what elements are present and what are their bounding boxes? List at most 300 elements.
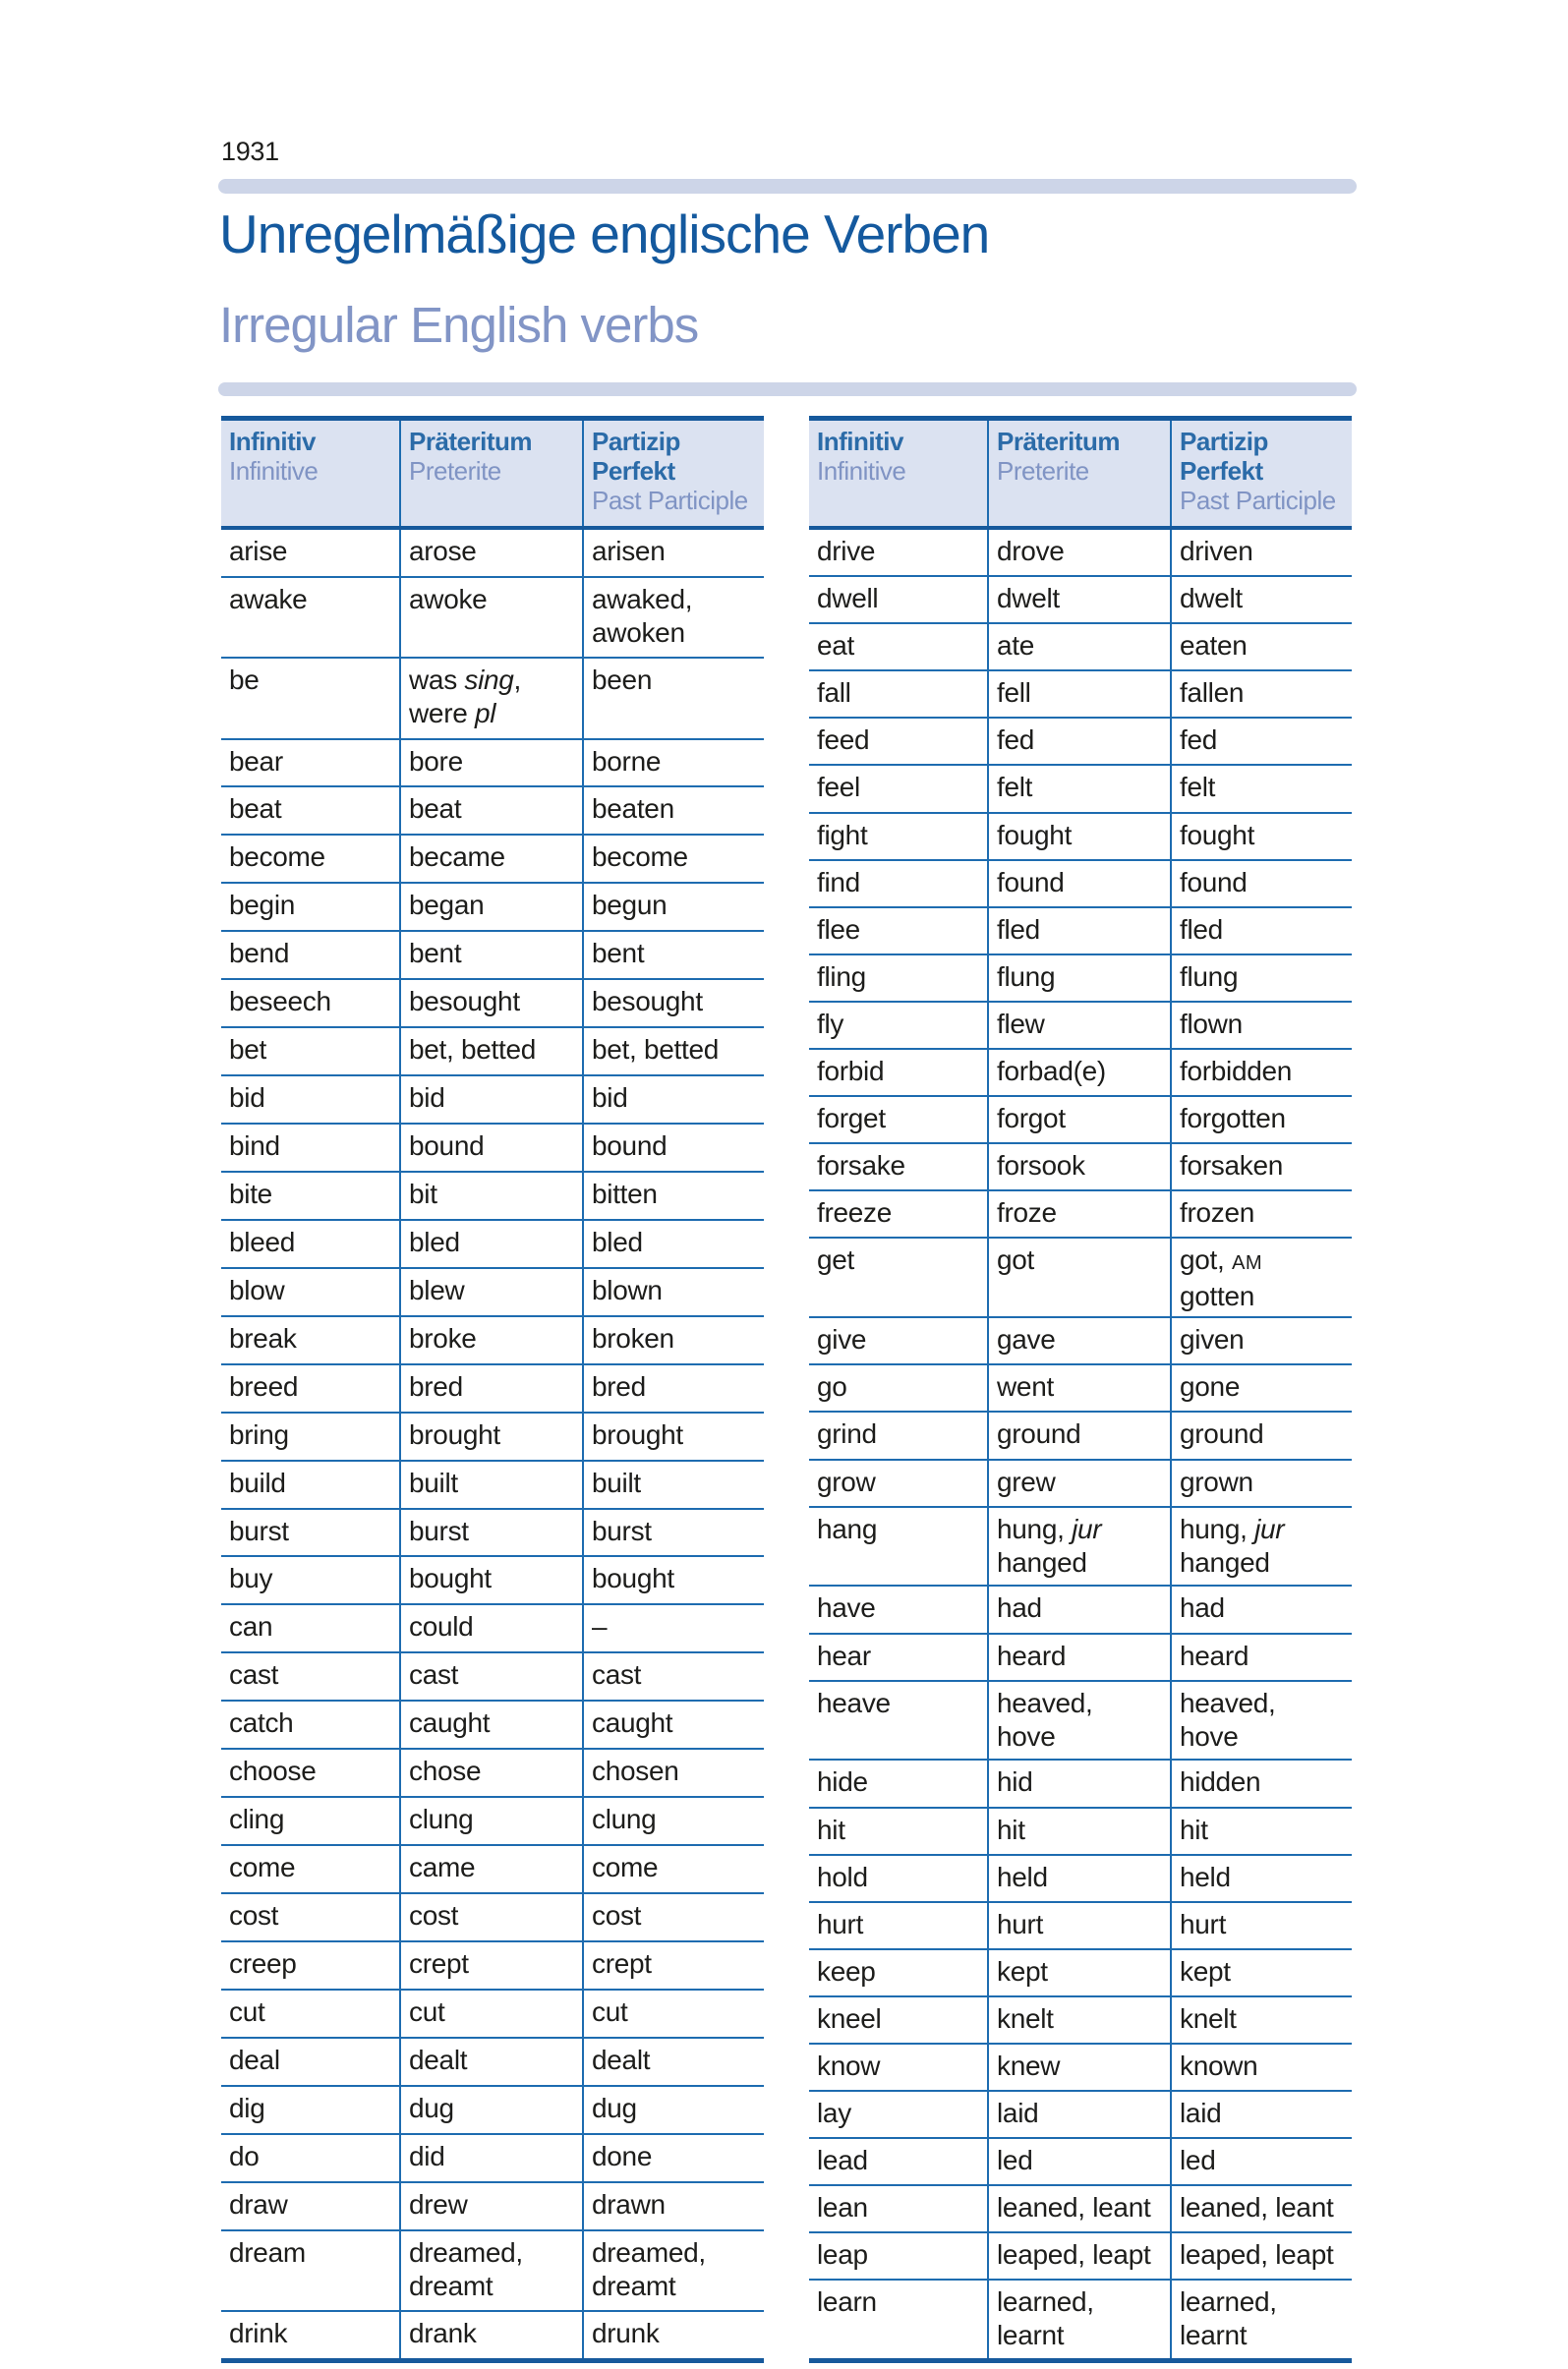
verb-cell: bore <box>399 740 582 786</box>
table-row <box>221 2312 764 2358</box>
verb-cell: flown <box>1170 1003 1352 1048</box>
verb-cell: fly <box>817 1008 844 1039</box>
table-row <box>809 1508 1352 1588</box>
verb-cell: crept <box>399 1942 582 1989</box>
verb-cell: drank <box>399 2312 582 2358</box>
verb-cell: built <box>399 1462 582 1508</box>
verb-cell: dug <box>582 2087 764 2133</box>
table-row <box>809 2092 1352 2139</box>
table-row <box>221 1173 764 1221</box>
table-row <box>221 1894 764 1942</box>
verb-cell: dealt <box>582 2039 764 2085</box>
verb-cell: blow <box>229 1274 285 1305</box>
verb-cell: leaned, leant <box>987 2186 1170 2231</box>
verb-cell: bend <box>229 938 290 969</box>
verb-cell: caught <box>399 1702 582 1748</box>
verb-cell: bound <box>399 1125 582 1171</box>
verb-cell: bred <box>399 1365 582 1412</box>
table-row <box>809 577 1352 624</box>
table-row <box>221 2231 764 2312</box>
header-label-english: Past Participle <box>592 486 748 515</box>
verb-cell: go <box>817 1371 847 1403</box>
table-row <box>221 1702 764 1750</box>
verb-cell: grown <box>1170 1461 1352 1506</box>
table-row <box>809 1413 1352 1460</box>
verb-cell: knelt <box>987 1997 1170 2043</box>
header-label-german: Präteritum <box>997 427 1121 456</box>
verb-cell: bid <box>229 1082 265 1114</box>
verb-cell: begin <box>229 890 296 921</box>
verb-cell: dwell <box>817 583 879 614</box>
table-header <box>809 416 1352 530</box>
verb-cell: know <box>817 2050 881 2081</box>
table-row <box>809 1761 1352 1808</box>
verb-cell: lead <box>817 2145 868 2176</box>
verb-cell: leaped, leapt <box>1170 2233 1352 2279</box>
verb-cell: held <box>1170 1856 1352 1901</box>
verb-cell: given <box>1170 1318 1352 1363</box>
header-cell-preterite <box>399 421 582 526</box>
verb-cell: have <box>817 1592 876 1624</box>
verb-cell: heave <box>817 1687 891 1718</box>
table-row <box>809 1856 1352 1903</box>
verb-cell: freeze <box>817 1197 893 1229</box>
verb-cell: lay <box>817 2098 851 2129</box>
header-cell-preterite <box>987 421 1170 526</box>
verb-cell: burst <box>229 1515 289 1546</box>
verb-cell: bitten <box>582 1173 764 1219</box>
verb-cell: be <box>229 664 260 696</box>
table-row <box>809 908 1352 955</box>
table-row <box>809 1997 1352 2045</box>
verb-cell: grind <box>817 1418 877 1450</box>
verb-cell: hid <box>987 1761 1170 1806</box>
verb-cell: been <box>582 659 764 737</box>
table-row <box>809 2139 1352 2186</box>
verb-cell: hidden <box>1170 1761 1352 1806</box>
verb-cell: leaped, leapt <box>987 2233 1170 2279</box>
verb-cell: arisen <box>582 530 764 576</box>
header-label-german: Präteritum <box>409 427 533 456</box>
table-row <box>809 719 1352 766</box>
verb-cell: forbad(e) <box>987 1050 1170 1095</box>
verb-cell: buy <box>229 1563 273 1594</box>
table-row <box>809 2281 1352 2358</box>
verb-cell: bred <box>582 1365 764 1412</box>
verb-cell: ate <box>987 624 1170 669</box>
verb-cell: broken <box>582 1317 764 1363</box>
verb-cell: came <box>399 1846 582 1892</box>
verb-cell: break <box>229 1322 297 1354</box>
verb-cell: cling <box>229 1804 285 1835</box>
verb-cell: bought <box>399 1557 582 1603</box>
table-row <box>221 1798 764 1846</box>
verb-cell: dreamed, dreamt <box>399 2231 582 2310</box>
table-row <box>809 1950 1352 1997</box>
verb-cell: felt <box>1170 766 1352 811</box>
verb-cell: bit <box>399 1173 582 1219</box>
verb-cell: forgotten <box>1170 1097 1352 1142</box>
verb-cell: come <box>582 1846 764 1892</box>
verb-cell: led <box>987 2139 1170 2184</box>
table-row <box>809 1809 1352 1856</box>
verb-cell: dwelt <box>987 577 1170 622</box>
verb-cell: had <box>987 1587 1170 1632</box>
table-row <box>809 2186 1352 2233</box>
verb-cell: kept <box>987 1950 1170 1995</box>
verb-cell: beaten <box>582 787 764 834</box>
verb-cell: eaten <box>1170 624 1352 669</box>
table-row <box>809 814 1352 861</box>
verb-cell: froze <box>987 1191 1170 1237</box>
header-cell-past-participle <box>1170 421 1352 526</box>
table-row <box>809 766 1352 813</box>
table-row <box>809 2233 1352 2281</box>
verb-cell: beseech <box>229 986 331 1017</box>
verb-cell: chosen <box>582 1750 764 1796</box>
verb-cell: ground <box>987 1413 1170 1458</box>
table-row <box>809 1365 1352 1413</box>
verb-cell: fed <box>987 719 1170 764</box>
verb-cell: bite <box>229 1178 272 1209</box>
verb-cell: bet, betted <box>399 1028 582 1074</box>
verb-cell: cast <box>582 1653 764 1700</box>
verb-cell: fought <box>987 814 1170 859</box>
verb-cell: clung <box>399 1798 582 1844</box>
table-row <box>221 740 764 788</box>
verb-cell: awake <box>229 583 308 614</box>
verb-cell: cost <box>229 1900 279 1931</box>
verb-cell: flung <box>1170 955 1352 1001</box>
verb-cell: grow <box>817 1466 876 1497</box>
verb-cell: borne <box>582 740 764 786</box>
verb-cell: become <box>582 836 764 882</box>
verb-cell: broke <box>399 1317 582 1363</box>
verb-cell: dig <box>229 2092 265 2123</box>
table-body <box>221 530 764 2363</box>
table-row <box>221 1125 764 1173</box>
verb-table-left <box>221 416 764 2363</box>
verb-cell: grew <box>987 1461 1170 1506</box>
verb-cell: forsake <box>817 1150 905 1182</box>
verb-cell: bound <box>582 1125 764 1171</box>
verb-cell: flew <box>987 1003 1170 1048</box>
verb-cell: could <box>399 1605 582 1651</box>
table-body <box>809 530 1352 2363</box>
verb-cell: found <box>1170 861 1352 906</box>
page-title-german: Unregelmäßige englische Verben <box>219 203 990 264</box>
table-row <box>221 1942 764 1991</box>
verb-cell: heard <box>1170 1635 1352 1680</box>
table-row <box>221 1846 764 1894</box>
verb-cell: find <box>817 866 860 897</box>
verb-cell: hung, jur hanged <box>1170 1508 1352 1586</box>
verb-cell: drunk <box>582 2312 764 2358</box>
table-row <box>221 1028 764 1076</box>
verb-cell: learned, learnt <box>1170 2281 1352 2358</box>
verb-cell: hurt <box>987 1903 1170 1948</box>
table-row <box>221 932 764 980</box>
verb-cell: deal <box>229 2044 280 2075</box>
verb-cell: lean <box>817 2192 868 2224</box>
table-row <box>221 884 764 932</box>
verb-cell: give <box>817 1324 867 1356</box>
table-row <box>809 1587 1352 1634</box>
verb-cell: felt <box>987 766 1170 811</box>
verb-cell: feel <box>817 772 860 803</box>
header-label-german: Infinitiv <box>817 427 903 456</box>
verb-cell: dug <box>399 2087 582 2133</box>
verb-cell: draw <box>229 2188 288 2220</box>
verb-cell: keep <box>817 1955 876 1987</box>
verb-cell: leaned, leant <box>1170 2186 1352 2231</box>
table-row <box>809 1144 1352 1191</box>
table-row <box>221 1076 764 1125</box>
verb-cell: done <box>582 2135 764 2181</box>
verb-cell: bet, betted <box>582 1028 764 1074</box>
verb-cell: hang <box>817 1513 878 1544</box>
table-row <box>809 1050 1352 1097</box>
table-row <box>809 1097 1352 1144</box>
table-row <box>221 980 764 1028</box>
verb-cell: did <box>399 2135 582 2181</box>
table-row <box>809 955 1352 1003</box>
header-label-english: Preterite <box>409 456 501 486</box>
verb-cell: fallen <box>1170 671 1352 717</box>
verb-cell: flung <box>987 955 1170 1001</box>
verb-cell: do <box>229 2140 260 2171</box>
verb-cell: forgot <box>987 1097 1170 1142</box>
verb-cell: cut <box>582 1991 764 2037</box>
table-header <box>221 416 764 530</box>
verb-cell: drawn <box>582 2183 764 2229</box>
table-row <box>809 1682 1352 1762</box>
verb-cell: fed <box>1170 719 1352 764</box>
verb-cell: arise <box>229 536 288 566</box>
verb-cell: hit <box>1170 1809 1352 1854</box>
verb-cell: breed <box>229 1370 299 1402</box>
verb-cell: cast <box>229 1659 279 1691</box>
verb-cell: cut <box>399 1991 582 2037</box>
verb-cell: held <box>987 1856 1170 1901</box>
verb-cell: drive <box>817 536 876 566</box>
verb-cell: brought <box>399 1414 582 1460</box>
verb-cell: got, AM gotten <box>1170 1239 1352 1316</box>
table-row <box>809 671 1352 719</box>
header-label-english: Past Participle <box>1180 486 1336 515</box>
verb-cell: kneel <box>817 2002 882 2034</box>
verb-cell: led <box>1170 2139 1352 2184</box>
table-row <box>221 1221 764 1269</box>
verb-cell: awaked, awoken <box>582 578 764 657</box>
verb-cell: learned, learnt <box>987 2281 1170 2358</box>
table-row <box>221 530 764 578</box>
verb-cell: fled <box>1170 908 1352 953</box>
table-row <box>221 659 764 739</box>
verb-tables-container <box>221 416 1352 2363</box>
header-cell-past-participle <box>582 421 764 526</box>
verb-cell: gave <box>987 1318 1170 1363</box>
verb-cell: hit <box>817 1814 845 1845</box>
verb-cell: fought <box>1170 814 1352 859</box>
verb-cell: beat <box>399 787 582 834</box>
verb-cell: heaved, hove <box>987 1682 1170 1760</box>
verb-cell: hurt <box>1170 1903 1352 1948</box>
verb-cell: hurt <box>817 1908 864 1939</box>
table-row <box>221 1991 764 2039</box>
table-row <box>221 1414 764 1462</box>
verb-cell: dwelt <box>1170 577 1352 622</box>
verb-cell: fight <box>817 819 868 850</box>
header-cell-infinitive <box>221 421 399 526</box>
verb-cell: begun <box>582 884 764 930</box>
table-row <box>221 787 764 836</box>
table-row <box>221 578 764 659</box>
table-row <box>221 1269 764 1317</box>
verb-cell: brought <box>582 1414 764 1460</box>
header-label-german: Partizip Perfekt <box>592 427 680 486</box>
table-row <box>221 1605 764 1653</box>
verb-cell: bled <box>582 1221 764 1267</box>
verb-cell: laid <box>1170 2092 1352 2137</box>
table-row <box>221 2087 764 2135</box>
table-row <box>809 861 1352 908</box>
verb-cell: leap <box>817 2239 868 2271</box>
verb-cell: had <box>1170 1587 1352 1632</box>
verb-cell: arose <box>399 530 582 576</box>
verb-cell: drink <box>229 2317 288 2348</box>
verb-cell: forbid <box>817 1056 885 1087</box>
verb-cell: blew <box>399 1269 582 1315</box>
verb-cell: bind <box>229 1130 280 1161</box>
verb-cell: catch <box>229 1707 294 1739</box>
verb-cell: build <box>229 1467 286 1498</box>
verb-cell: become <box>229 841 325 873</box>
verb-cell: ground <box>1170 1413 1352 1458</box>
verb-cell: blown <box>582 1269 764 1315</box>
verb-cell: went <box>987 1365 1170 1411</box>
table-row <box>221 836 764 884</box>
verb-cell: heard <box>987 1635 1170 1680</box>
table-row <box>221 2135 764 2183</box>
verb-cell: drove <box>987 530 1170 575</box>
verb-cell: heaved, hove <box>1170 1682 1352 1760</box>
verb-cell: besought <box>399 980 582 1026</box>
verb-cell: forsaken <box>1170 1144 1352 1189</box>
table-row <box>809 1461 1352 1508</box>
table-row <box>809 530 1352 577</box>
table-row <box>809 1318 1352 1365</box>
verb-cell: creep <box>229 1947 297 1979</box>
header-label-english: Infinitive <box>229 456 319 486</box>
verb-cell: got <box>987 1239 1170 1316</box>
verb-cell: hit <box>987 1809 1170 1854</box>
verb-cell: besought <box>582 980 764 1026</box>
verb-cell: cast <box>399 1653 582 1700</box>
verb-cell: known <box>1170 2045 1352 2090</box>
verb-cell: dealt <box>399 2039 582 2085</box>
top-divider-bar <box>218 179 1357 194</box>
verb-cell: began <box>399 884 582 930</box>
verb-cell: crept <box>582 1942 764 1989</box>
verb-cell: knew <box>987 2045 1170 2090</box>
subtitle-divider-bar <box>218 382 1357 396</box>
table-row <box>809 2045 1352 2092</box>
verb-cell: cut <box>229 1995 265 2027</box>
verb-cell: knelt <box>1170 1997 1352 2043</box>
verb-cell: beat <box>229 793 282 825</box>
verb-cell: fling <box>817 960 866 992</box>
verb-cell: burst <box>582 1510 764 1556</box>
verb-cell: learn <box>817 2286 877 2318</box>
header-label-german: Infinitiv <box>229 427 316 456</box>
table-row <box>809 1635 1352 1682</box>
verb-cell: bent <box>582 932 764 978</box>
verb-cell: hide <box>817 1766 868 1798</box>
verb-cell: come <box>229 1852 296 1883</box>
table-row <box>221 1557 764 1605</box>
table-row <box>809 1239 1352 1318</box>
verb-cell: bet <box>229 1034 267 1066</box>
verb-cell: bled <box>399 1221 582 1267</box>
header-label-english: Infinitive <box>817 456 906 486</box>
verb-cell: burst <box>399 1510 582 1556</box>
verb-cell: forget <box>817 1103 886 1134</box>
verb-cell: chose <box>399 1750 582 1796</box>
verb-cell: gone <box>1170 1365 1352 1411</box>
verb-cell: can <box>229 1611 273 1643</box>
verb-cell: choose <box>229 1756 317 1787</box>
header-label-english: Preterite <box>997 456 1089 486</box>
verb-cell: bring <box>229 1418 289 1450</box>
verb-cell: awoke <box>399 578 582 657</box>
page-number: 1931 <box>221 137 279 166</box>
verb-cell: kept <box>1170 1950 1352 1995</box>
table-row <box>221 1462 764 1510</box>
verb-cell: hold <box>817 1861 868 1892</box>
verb-cell: get <box>817 1244 855 1276</box>
verb-cell: cost <box>399 1894 582 1940</box>
verb-cell: fled <box>987 908 1170 953</box>
table-row <box>809 1191 1352 1239</box>
verb-cell: bent <box>399 932 582 978</box>
verb-cell: eat <box>817 630 855 662</box>
verb-cell: clung <box>582 1798 764 1844</box>
verb-cell: hear <box>817 1640 871 1671</box>
verb-cell: – <box>582 1605 764 1651</box>
verb-cell: bid <box>399 1076 582 1123</box>
table-row <box>221 1510 764 1558</box>
verb-cell: bear <box>229 745 283 777</box>
verb-cell: fall <box>817 677 851 709</box>
verb-cell: hung, jur hanged <box>987 1508 1170 1586</box>
verb-cell: feed <box>817 724 870 756</box>
table-row <box>809 1903 1352 1950</box>
verb-cell: forbidden <box>1170 1050 1352 1095</box>
table-row <box>221 1365 764 1414</box>
table-row <box>221 1317 764 1365</box>
verb-cell: fell <box>987 671 1170 717</box>
verb-cell: cost <box>582 1894 764 1940</box>
verb-cell: dream <box>229 2236 306 2268</box>
header-cell-infinitive <box>809 421 987 526</box>
verb-cell: bought <box>582 1557 764 1603</box>
table-row <box>221 1653 764 1702</box>
verb-cell: caught <box>582 1702 764 1748</box>
table-row <box>809 1003 1352 1050</box>
header-label-german: Partizip Perfekt <box>1180 427 1268 486</box>
verb-cell: drew <box>399 2183 582 2229</box>
